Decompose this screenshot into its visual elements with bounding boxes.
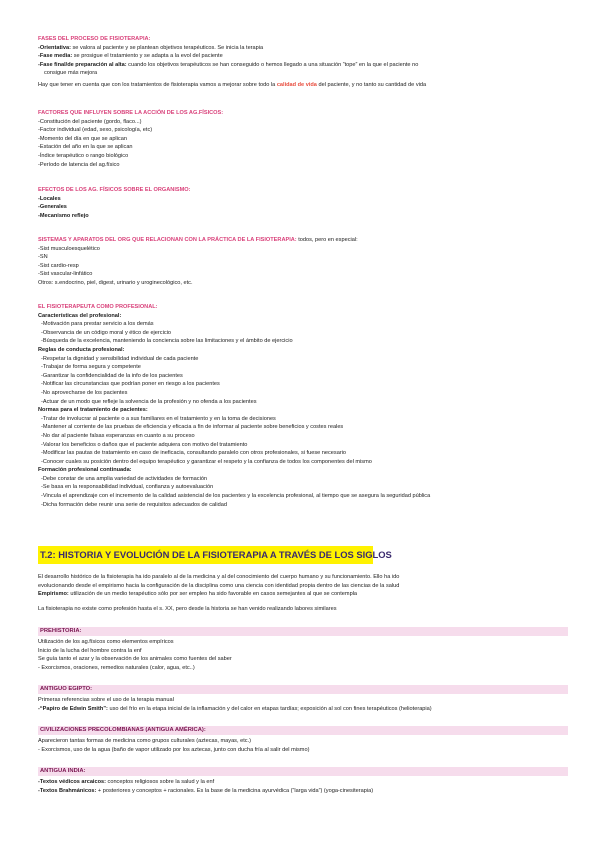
list-item: -Vincula el aprendizaje con el incremento de la calidad asistencial de los pacientes y la excelencia profesional, al tiempo que se asegura la seguridad pública — [41, 493, 431, 500]
list-item: -Orientativa: se valora al paciente y se plantean objetivos terapéuticos. Se inicia la terapia — [38, 44, 264, 51]
list-item: - Exorcismos, oraciones, remedios naturales (calor, agua, etc..) — [38, 664, 195, 671]
section-title: SISTEMAS Y APARATOS DEL ORG QUE RELACIONAN CON LA PRÁCTICA DE LA FISIOTERAPIA: todos, pero en especial: — [38, 237, 358, 243]
section-title: CIVILIZACIONES PRECOLOMBIANAS (ANTIGUA AMÉRICA): — [40, 727, 206, 733]
list-item: -Textos védicos arcaicos: conceptos religiosos sobre la salud y la enf — [38, 779, 215, 785]
section-title: FASES DEL PROCESO DE FISIOTERAPIA: — [38, 36, 151, 42]
paragraph-line: evolucionando desde el empirismo hacia la configuración de la disciplina como una ciencia con identidad propia dentro de las ciencias de la salud — [38, 582, 400, 589]
list-item: -Índice terapéutico o rango biológico — [38, 152, 129, 159]
list-item: Otros: s.endocrino, piel, digest, urinario y uroginecológico, etc. — [38, 279, 193, 286]
list-item: -Observancia de un código moral y ético de ejercicio — [41, 329, 171, 336]
list-item: Se guía tanto el azar y la observación de los animales como fuentes del saber — [38, 656, 232, 663]
list-item: -Sist vascular-linfático — [38, 271, 93, 278]
list-item: -Textos Brahmánicos: + posteriores y conceptos + racionales. Es la base de la medicina ayurvédica (“larga vida”) (yoga-cinesiterapia) — [38, 787, 374, 794]
list-item: -Búsqueda de la excelencia, manteniendo la conciencia sobre las limitaciones y el ámbito de ejercicio — [41, 338, 293, 345]
list-item: -Conocer cuales su posición dentro del equipo terapéutico y garantizar el respeto y la confianza de todos los componentes del mismo — [41, 458, 372, 465]
list-item: -Constitución del paciente (gordo, flaco...) — [38, 118, 142, 125]
list-item: -Se basa en la responsabilidad individual, confianza y autoevaluación — [41, 484, 214, 491]
list-item: -Momento del día en que se aplican — [38, 135, 127, 142]
list-item: Utilización de los ag.físicos como elementos empíricos — [38, 639, 174, 645]
list-item: Inicio de la lucha del hombre contra la enf — [38, 647, 142, 654]
section-band — [38, 767, 568, 776]
list-item: -Sist cardio-resp — [38, 262, 79, 269]
list-item: -Modificar las pautas de tratamiento en caso de ineficacia, consultando paralelo con otros profesionales, si fuese necesario — [41, 450, 347, 457]
list-item: -No aprovecharse de los pacientes — [41, 389, 128, 396]
section-band — [38, 685, 568, 694]
list-item: -Estación del año en la que se aplican — [38, 144, 133, 151]
list-item: -Actuar de un modo que refleje la solvencia de la profesión y no ofenda a los pacientes — [41, 398, 257, 405]
subsection-title: Normas para el tratamiento de pacientes: — [38, 407, 148, 414]
list-item: -Valorar los beneficios o daños que el paciente adquiera con motivo del tratamiento — [41, 441, 248, 448]
list-item: -Sist musculoesquelético — [38, 245, 100, 252]
note-text: Hay que tener en cuenta que con los tratamientos de fisioterapia vamos a mejorar sobre todo la calidad de vida del paciente, y no tanto su cantidad de vida — [38, 81, 427, 88]
paragraph-line: Empirismo: utilización de un medio terapéutico sólo por ser empleo ha sido favorable en casos semejantes al que se contempla — [38, 591, 358, 598]
list-item: -No dar al paciente falsas esperanzas en cuanto a su proceso — [41, 432, 195, 439]
section-india — [38, 778, 568, 795]
paragraph-line: El desarrollo histórico de la fisioterapia ha ido paralelo al de la medicina y al del conocimiento del cuerpo humano y su funcionamiento. Ello ha ido — [38, 574, 400, 580]
list-item: -Tratar de involucrar al paciente o a sus familiares en el tratamiento y en la toma de decisiones — [41, 415, 276, 422]
section-title: ANTIGUA INDIA: — [40, 768, 86, 774]
section-title: PREHISTORIA: — [40, 628, 82, 634]
list-item: - Exorcismos, uso de la agua (baño de vapor utilizado por los aztecas, junto con ducha fría al salir del mismo) — [38, 746, 310, 753]
list-item: -“Papiro de Edwin Smith”: uso del frío en la etapa inicial de la inflamación y del calor en etapas tardías; exposición al sol con fines terapéuticos (helioterapia) — [38, 705, 432, 712]
section-precolombianas — [38, 737, 568, 754]
list-item: consigue más mejora — [44, 70, 98, 77]
list-item: -Garantizar la confidencialidad de la info de los pacientes — [41, 372, 183, 379]
subsection-title: Reglas de conducta profesional: — [38, 346, 125, 353]
section-profesional — [38, 303, 568, 509]
subsection-title: Características del profesional: — [38, 312, 122, 319]
list-item: -Locales — [38, 195, 61, 202]
list-item: -Debe constar de una amplia variedad de actividades de formación — [41, 475, 208, 482]
list-item: -Fase final/de preparación al alta: cuando los objetivos terapéuticos se han conseguido o hemos llegado a una situación “tope” en la que el paciente no — [38, 61, 419, 68]
paragraph-line: La fisioterapia no existe como profesión hasta el s. XX, pero desde la historia se han venido realizando labores similares — [38, 605, 337, 612]
chapter-title: T.2: HISTORIA Y EVOLUCIÓN DE LA FISIOTERAPIA A TRAVÉS DE LOS SIGLOS — [40, 549, 392, 560]
list-item: -Generales — [38, 204, 67, 211]
list-item: -Factor individual (edad, sexo, psicología, etc) — [38, 127, 153, 134]
list-item: -Dicha formación debe reunir una serie de requisitos adecuados de calidad — [41, 501, 227, 508]
section-title: FACTORES QUE INFLUYEN SOBRE LA ACCIÓN DE LOS AG.FÍSICOS: — [38, 110, 224, 116]
section-prehistoria — [38, 638, 568, 672]
list-item: -Período de latencia del ag.físico — [38, 161, 120, 168]
chapter-intro — [38, 573, 568, 613]
list-item: -Respetar la dignidad y sensibilidad individual de cada paciente — [41, 355, 199, 362]
list-item: Aparecieron tantas formas de medicina como grupos culturales (aztecas, mayas, etc.) — [38, 738, 251, 744]
section-efectos — [38, 186, 568, 220]
section-title: EL FISIOTERAPEUTA COMO PROFESIONAL: — [38, 304, 158, 310]
list-item: -Mantener al corriente de las pruebas de eficiencia y eficacia a fin de informar al paciente sobre beneficios y costes reales — [41, 424, 344, 431]
list-item: -SN — [38, 254, 48, 261]
list-item: -Notificar las circunstancias que podrían poner en riesgo a los pacientes — [41, 381, 220, 388]
list-item: -Mecanismo reflejo — [38, 212, 89, 219]
list-item: Primeras referencias sobre el uso de la terapia manual — [38, 697, 174, 703]
section-egipto — [38, 696, 568, 713]
section-title: ANTIGUO EGIPTO: — [40, 686, 93, 692]
section-title: EFECTOS DE LOS AG. FÍSICOS SOBRE EL ORGANISMO: — [38, 187, 191, 193]
section-sistemas — [38, 236, 568, 288]
section-fases — [38, 35, 568, 90]
list-item: -Trabajar de forma segura y competente — [41, 364, 141, 371]
section-band — [38, 627, 568, 636]
list-item: -Fase media: se prosigue el tratamiento y se adapta a la evol del paciente — [38, 53, 223, 60]
subsection-title: Formación profesional continuada: — [38, 467, 132, 474]
list-item: -Motivación para prestar servicio a los demás — [41, 321, 154, 328]
section-factores — [38, 109, 568, 169]
